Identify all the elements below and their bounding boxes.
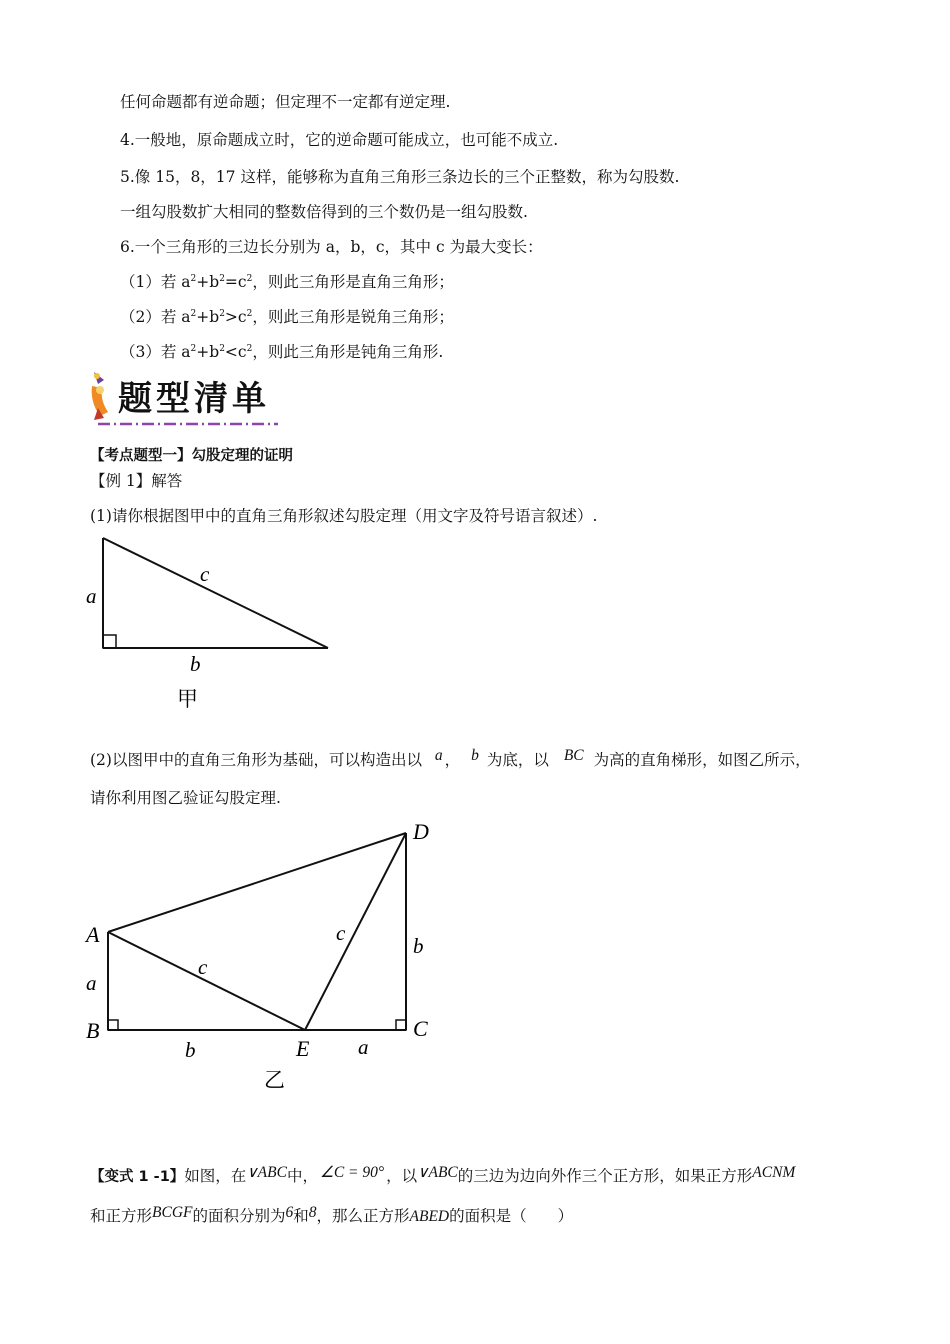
variant-line-2: 和正方形BCGF的面积分别为6和8，那么正方形ABED的面积是（ ） [90,1204,574,1225]
figure-yi [80,815,450,1095]
intro-line-3: 5.像 15，8，17 这样，能够称为直角三角形三条边长的三个正整数，称为勾股数. [120,168,680,186]
yi-label-a-left: a [86,971,97,995]
jia-caption: 甲 [177,687,198,711]
rule-2: （2）若 $a^2+b^2>c^2$，则此三角形是锐角三角形； [120,308,454,326]
intro-line-4: 一组勾股数扩大相同的整数倍得到的三个数仍是一组勾股数. [120,203,528,221]
wizard-icon [92,372,108,420]
yi-segment-AE [108,932,305,1030]
example-label: 【例 1】解答 [90,472,183,490]
yi-point-E: E [296,1036,310,1061]
yi-label-a-bottom: a [358,1035,369,1059]
question-1: (1)请你根据图甲中的直角三角形叙述勾股定理（用文字及符号语言叙述）. [90,507,598,525]
banner-title: 题型清单 [118,379,270,419]
yi-caption: 乙 [264,1068,285,1092]
yi-point-D: D [413,819,429,844]
intro-line-5: 6.一个三角形的三边长分别为 a，b，c，其中 c 为最大变长： [120,238,543,256]
section-heading: 【考点题型一】勾股定理的证明 [90,448,293,464]
yi-right-angle-B [108,1020,118,1030]
yi-label-c-ED: c [336,921,346,945]
question-2-line-1: (2)以图甲中的直角三角形为基础，可以构造出以 a ， b 为底，以 BC 为高的直角梯形，如图乙所示， [90,747,811,769]
jia-label-b: b [190,652,201,676]
jia-right-angle-mark [103,635,116,648]
section-banner [88,368,288,432]
intro-line-2: 4.一般地，原命题成立时，它的逆命题可能成立，也可能不成立. [120,131,559,149]
rule-1: （1）若 $a^2+b^2=c^2$，则此三角形是直角三角形； [120,273,454,291]
yi-point-C: C [413,1016,428,1041]
jia-side-c [103,538,328,648]
yi-point-A: A [86,922,100,947]
figure-jia [80,530,350,715]
yi-point-B: B [86,1018,100,1043]
jia-label-c: c [200,562,210,586]
question-2-line-2: 请你利用图乙验证勾股定理. [90,789,281,807]
yi-label-b-right: b [413,934,424,958]
intro-line-1: 任何命题都有逆命题；但定理不一定都有逆定理. [120,93,451,111]
jia-label-a: a [86,584,97,608]
variant-line-1: 【变式 1 -1】如图，在∨ABC中， ∠C = 90° ，以∨ABC的三边为边向外作三个正方形，如果正方形ACNM [90,1164,796,1185]
yi-label-c-AE: c [198,955,208,979]
yi-label-b-bottom: b [185,1038,196,1062]
rule-3: （3）若 $a^2+b^2<c^2$，则此三角形是钝角三角形. [120,343,444,361]
yi-right-angle-C [396,1020,406,1030]
yi-segment-AD [108,833,406,932]
